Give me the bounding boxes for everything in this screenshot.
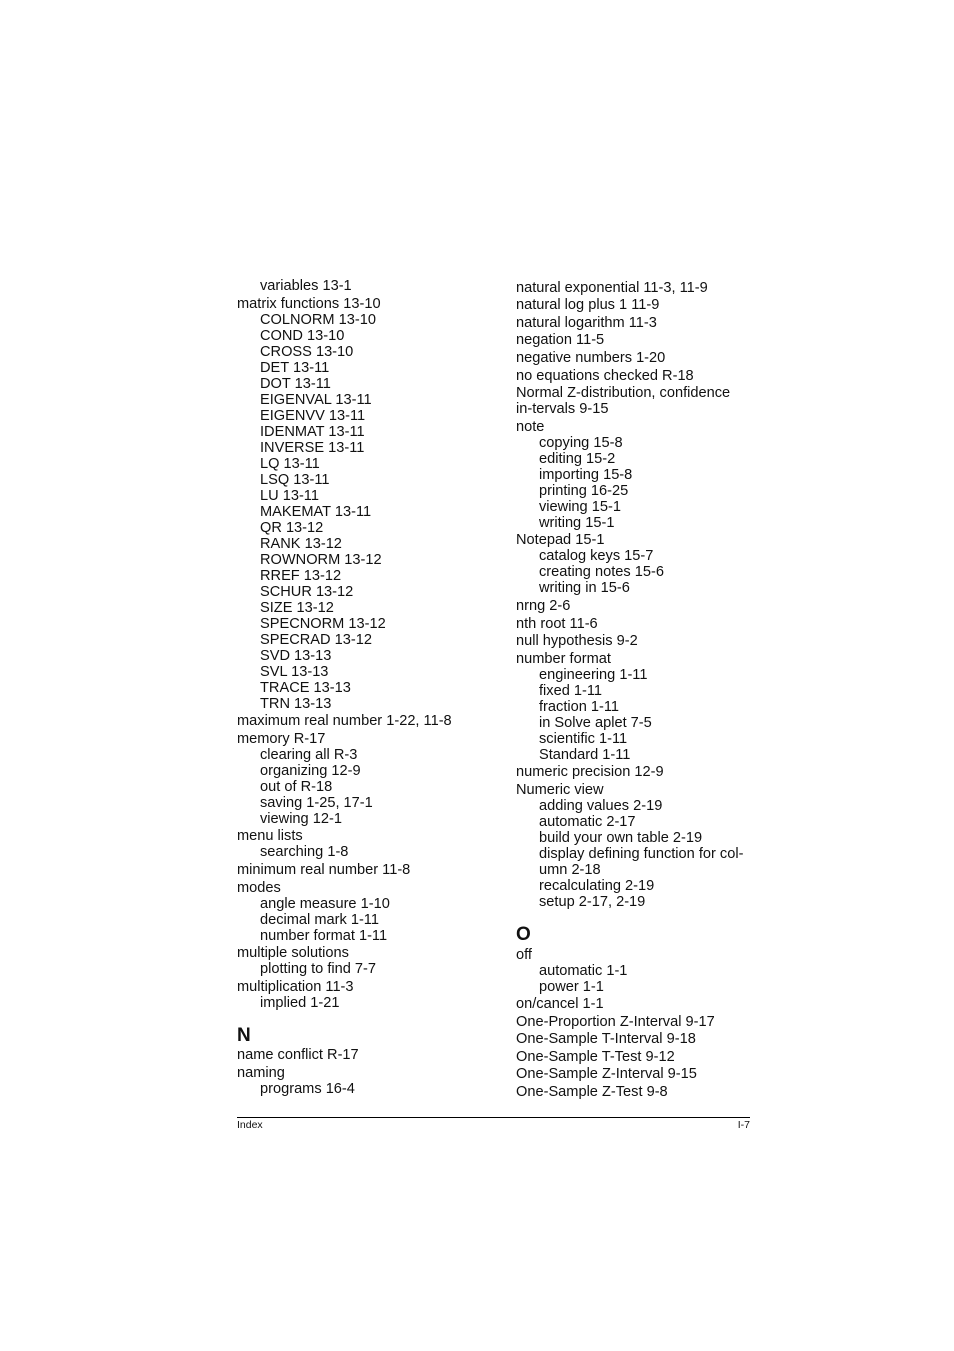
index-subentry: SPECNORM 13-12 <box>260 615 386 632</box>
index-letter-heading: O <box>516 923 531 945</box>
index-subentry: decimal mark 1-11 <box>260 911 379 928</box>
index-entry: modes <box>237 879 281 896</box>
index-subentry: COND 13-10 <box>260 327 345 344</box>
index-subentry: power 1-1 <box>539 978 604 995</box>
index-subentry: LU 13-11 <box>260 487 319 504</box>
index-subentry: TRN 13-13 <box>260 695 332 712</box>
index-entry: nrng 2-6 <box>516 597 571 614</box>
index-subentry: angle measure 1-10 <box>260 895 390 912</box>
index-entry: multiplication 11-3 <box>237 978 354 995</box>
index-subentry: LQ 13-11 <box>260 455 320 472</box>
index-subentry: importing 15-8 <box>539 466 633 483</box>
index-subentry: SIZE 13-12 <box>260 599 334 616</box>
index-subentry: SCHUR 13-12 <box>260 583 354 600</box>
index-entry: Normal Z-distribution, confidence in-tervals 9-15 <box>516 385 731 418</box>
index-subentry: RREF 13-12 <box>260 567 342 584</box>
index-entry: negative numbers 1-20 <box>516 349 666 366</box>
index-subentry: EIGENVV 13-11 <box>260 407 366 424</box>
index-subentry: automatic 1-1 <box>539 962 628 979</box>
index-subentry: ROWNORM 13-12 <box>260 551 382 568</box>
index-subentry: QR 13-12 <box>260 519 324 536</box>
index-entry: natural exponential 11-3, 11-9 <box>516 279 708 296</box>
index-column-left <box>237 278 492 1097</box>
index-entry: One-Proportion Z-Interval 9-17 <box>516 1013 715 1030</box>
index-entry: maximum real number 1-22, 11-8 <box>237 713 452 730</box>
index-subentry: saving 1-25, 17-1 <box>260 794 373 811</box>
footer-rule <box>237 1117 750 1118</box>
index-subentry: SVD 13-13 <box>260 647 332 664</box>
index-subentry: automatic 2-17 <box>539 813 636 830</box>
index-subentry: build your own table 2-19 <box>539 829 703 846</box>
index-subentry: adding values 2-19 <box>539 797 663 814</box>
index-subentry: variables 13-1 <box>260 278 352 294</box>
index-subentry: RANK 13-12 <box>260 535 342 552</box>
index-subentry: editing 15-2 <box>539 450 616 467</box>
index-subentry: searching 1-8 <box>260 844 349 861</box>
index-subentry: DOT 13-11 <box>260 375 331 392</box>
index-subentry: Standard 1-11 <box>539 746 631 763</box>
index-subentry: display defining function for col-umn 2-18 <box>539 845 744 878</box>
index-entry: One-Sample Z-Interval 9-15 <box>516 1066 697 1083</box>
index-entry: Notepad 15-1 <box>516 532 605 549</box>
index-subentry: creating notes 15-6 <box>539 564 664 581</box>
index-subentry: SPECRAD 13-12 <box>260 631 372 648</box>
index-subentry: SVL 13-13 <box>260 663 329 680</box>
index-subentry: TRACE 13-13 <box>260 679 351 696</box>
index-entry: matrix functions 13-10 <box>237 295 381 312</box>
index-subentry: MAKEMAT 13-11 <box>260 503 372 520</box>
index-entry: on/cancel 1-1 <box>516 996 604 1013</box>
index-subentry: implied 1-21 <box>260 994 340 1011</box>
index-entry: number format <box>516 650 611 667</box>
index-entry: off <box>516 946 532 963</box>
index-subentry: writing in 15-6 <box>539 580 630 597</box>
footer-section-label: Index <box>237 1119 263 1131</box>
index-subentry: EIGENVAL 13-11 <box>260 391 372 408</box>
index-entry: natural log plus 1 11-9 <box>516 297 660 314</box>
index-entry: minimum real number 11-8 <box>237 861 411 878</box>
index-subentry: CROSS 13-10 <box>260 343 354 360</box>
index-subentry: writing 15-1 <box>539 514 615 531</box>
index-entry: Numeric view <box>516 781 604 798</box>
index-subentry: viewing 15-1 <box>539 498 621 515</box>
index-subentry: setup 2-17, 2-19 <box>539 893 646 910</box>
index-subentry: INVERSE 13-11 <box>260 439 365 456</box>
index-entry: no equations checked R-18 <box>516 367 694 384</box>
index-subentry: fixed 1-11 <box>539 682 603 699</box>
footer-page-number: I-7 <box>737 1119 750 1131</box>
index-letter-heading: N <box>237 1024 251 1046</box>
index-subentry: copying 15-8 <box>539 434 623 451</box>
index-entry: numeric precision 12-9 <box>516 764 664 781</box>
index-entry: One-Sample T-Test 9-12 <box>516 1048 675 1065</box>
index-subentry: in Solve aplet 7-5 <box>539 714 652 731</box>
index-subentry: printing 16-25 <box>539 482 629 499</box>
index-subentry: clearing all R-3 <box>260 746 358 763</box>
index-entry: negation 11-5 <box>516 332 605 349</box>
index-entry: One-Sample Z-Test 9-8 <box>516 1084 668 1101</box>
index-column-right <box>516 278 750 1100</box>
index-subentry: scientific 1-11 <box>539 730 628 747</box>
index-subentry: IDENMAT 13-11 <box>260 423 365 440</box>
index-entry: menu lists <box>237 828 303 845</box>
index-subentry: engineering 1-11 <box>539 666 648 683</box>
index-entry: note <box>516 418 545 435</box>
index-subentry: number format 1-11 <box>260 927 388 944</box>
index-entry: multiple solutions <box>237 945 349 962</box>
index-subentry: viewing 12-1 <box>260 810 342 827</box>
index-entry: memory R-17 <box>237 730 326 747</box>
index-entry: nth root 11-6 <box>516 615 598 632</box>
index-subentry: out of R-18 <box>260 778 333 795</box>
index-subentry: organizing 12-9 <box>260 762 361 779</box>
index-subentry: DET 13-11 <box>260 359 330 376</box>
index-entry: name conflict R-17 <box>237 1047 359 1064</box>
index-subentry: LSQ 13-11 <box>260 471 330 488</box>
index-entry: null hypothesis 9-2 <box>516 633 638 650</box>
index-entry: One-Sample T-Interval 9-18 <box>516 1031 696 1048</box>
index-entry: natural logarithm 11-3 <box>516 314 657 331</box>
index-subentry: plotting to find 7-7 <box>260 961 377 978</box>
index-subentry: programs 16-4 <box>260 1080 355 1097</box>
index-subentry: COLNORM 13-10 <box>260 311 376 328</box>
index-subentry: recalculating 2-19 <box>539 877 655 894</box>
index-subentry: fraction 1-11 <box>539 698 620 715</box>
index-subentry: catalog keys 15-7 <box>539 548 654 565</box>
index-entry: naming <box>237 1064 285 1081</box>
